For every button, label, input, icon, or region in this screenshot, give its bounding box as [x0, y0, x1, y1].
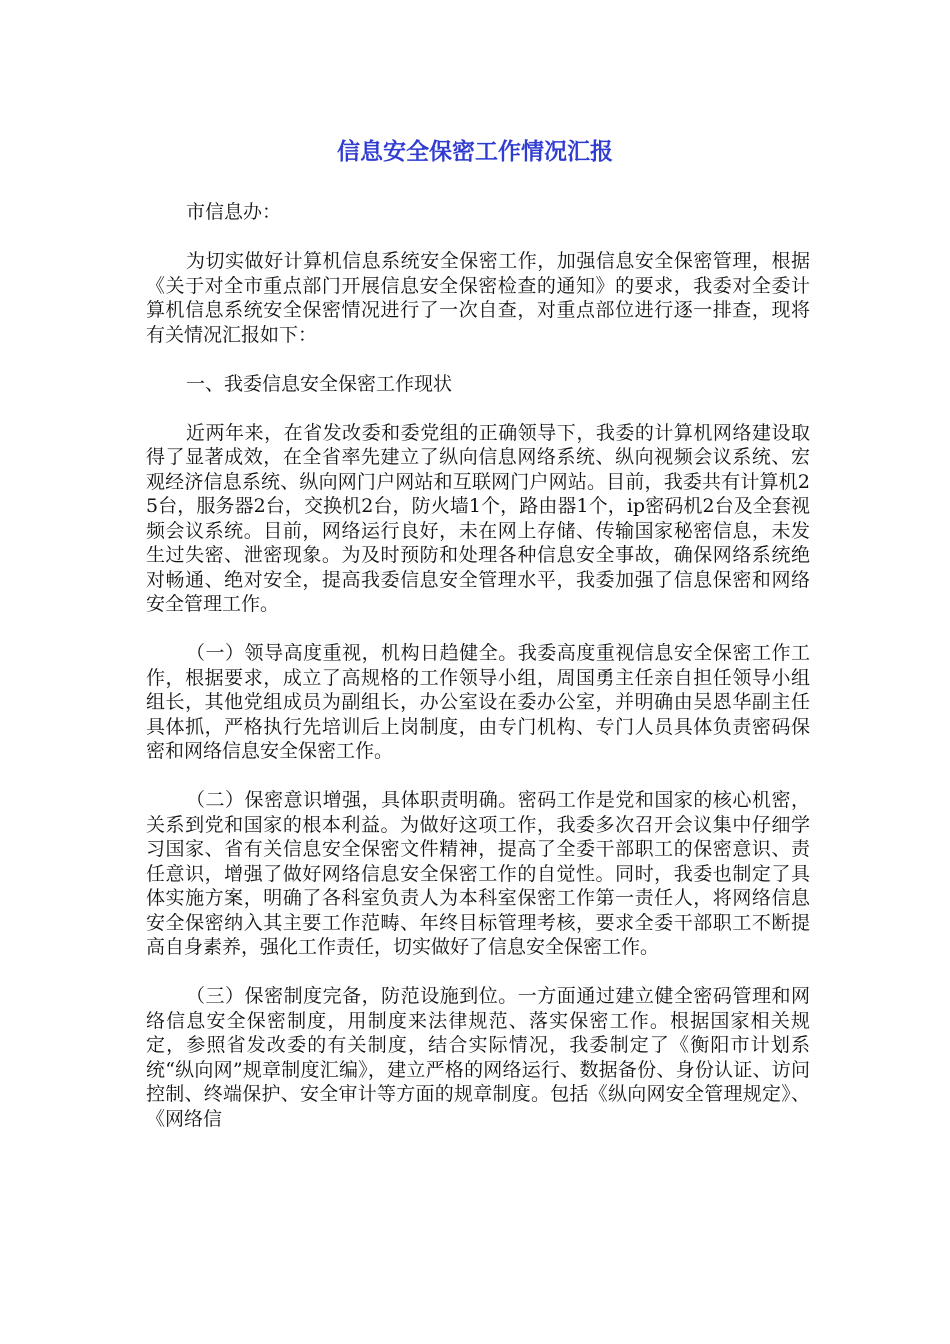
section-heading-1: 一、我委信息安全保密工作现状: [186, 372, 453, 395]
paragraph-status: 近两年来，在省发改委和委党组的正确领导下，我委的计算机网络建设取得了显著成效，在全省率先建立了纵向信息网络系统、纵向视频会议系统、宏观经济信息系统、纵向网门户网站和互联网门户网站。目前，我委共有计算机25台，服务器2台，交换机2台，防火墙1个，路由器1个，ip密码机2台及全套视频会议系统。目前，网络运行良好，未在网上存储、传输国家秘密信息，未发生过失密、泄密现象。为及时预防和处理各种信息安全事故，确保网络系统绝对畅通、绝对安全，提高我委信息安全管理水平，我委加强了信息保密和网络安全管理工作。: [146, 421, 810, 615]
document-title: 信息安全保密工作情况汇报: [337, 139, 613, 165]
paragraph-point-2: （二）保密意识增强，具体职责明确。密码工作是党和国家的核心机密，关系到党和国家的根本利益。为做好这项工作，我委多次召开会议集中仔细学习国家、省有关信息安全保密文件精神，提高了全委干部职工的保密意识、责任意识，增强了做好网络信息安全保密工作的自觉性。同时，我委也制定了具体实施方案，明确了各科室负责人为本科室保密工作第一责任人，将网络信息安全保密纳入其主要工作范畴、年终目标管理考核，要求全委干部职工不断提高自身素养，强化工作责任，切实做好了信息安全保密工作。: [146, 789, 810, 958]
document-body: [146, 200, 810, 1156]
salutation: 市信息办：: [186, 201, 282, 223]
paragraph-point-1: （一）领导高度重视，机构日趋健全。我委高度重视信息安全保密工作工作，根据要求，成立了高规格的工作领导小组，周国勇主任亲自担任领导小组组长，其他党组成员为副组长，办公室设在委办公室，并明确由吴恩华副主任具体抓，严格执行先培训后上岗制度，由专门机构、专门人员具体负责密码保密和网络信息安全保密工作。: [146, 642, 810, 762]
paragraph-intro: 为切实做好计算机信息系统安全保密工作，加强信息安全保密管理，根据《关于对全市重点部门开展信息安全保密检查的通知》的要求，我委对全委计算机信息系统安全保密情况进行了一次自查，对重点部位进行逐一排查，现将有关情况汇报如下：: [146, 250, 810, 346]
paragraph-point-3: （三）保密制度完备，防范设施到位。一方面通过建立健全密码管理和网络信息安全保密制度，用制度来法律规范、落实保密工作。根据国家相关规定，参照省发改委的有关制度，结合实际情况，我委制定了《衡阳市计划系统“纵向网”规章制度汇编》，建立严格的网络运行、数据备份、身份认证、访问控制、终端保护、安全审计等方面的规章制度。包括《纵向网安全管理规定》、《网络信: [146, 985, 810, 1130]
